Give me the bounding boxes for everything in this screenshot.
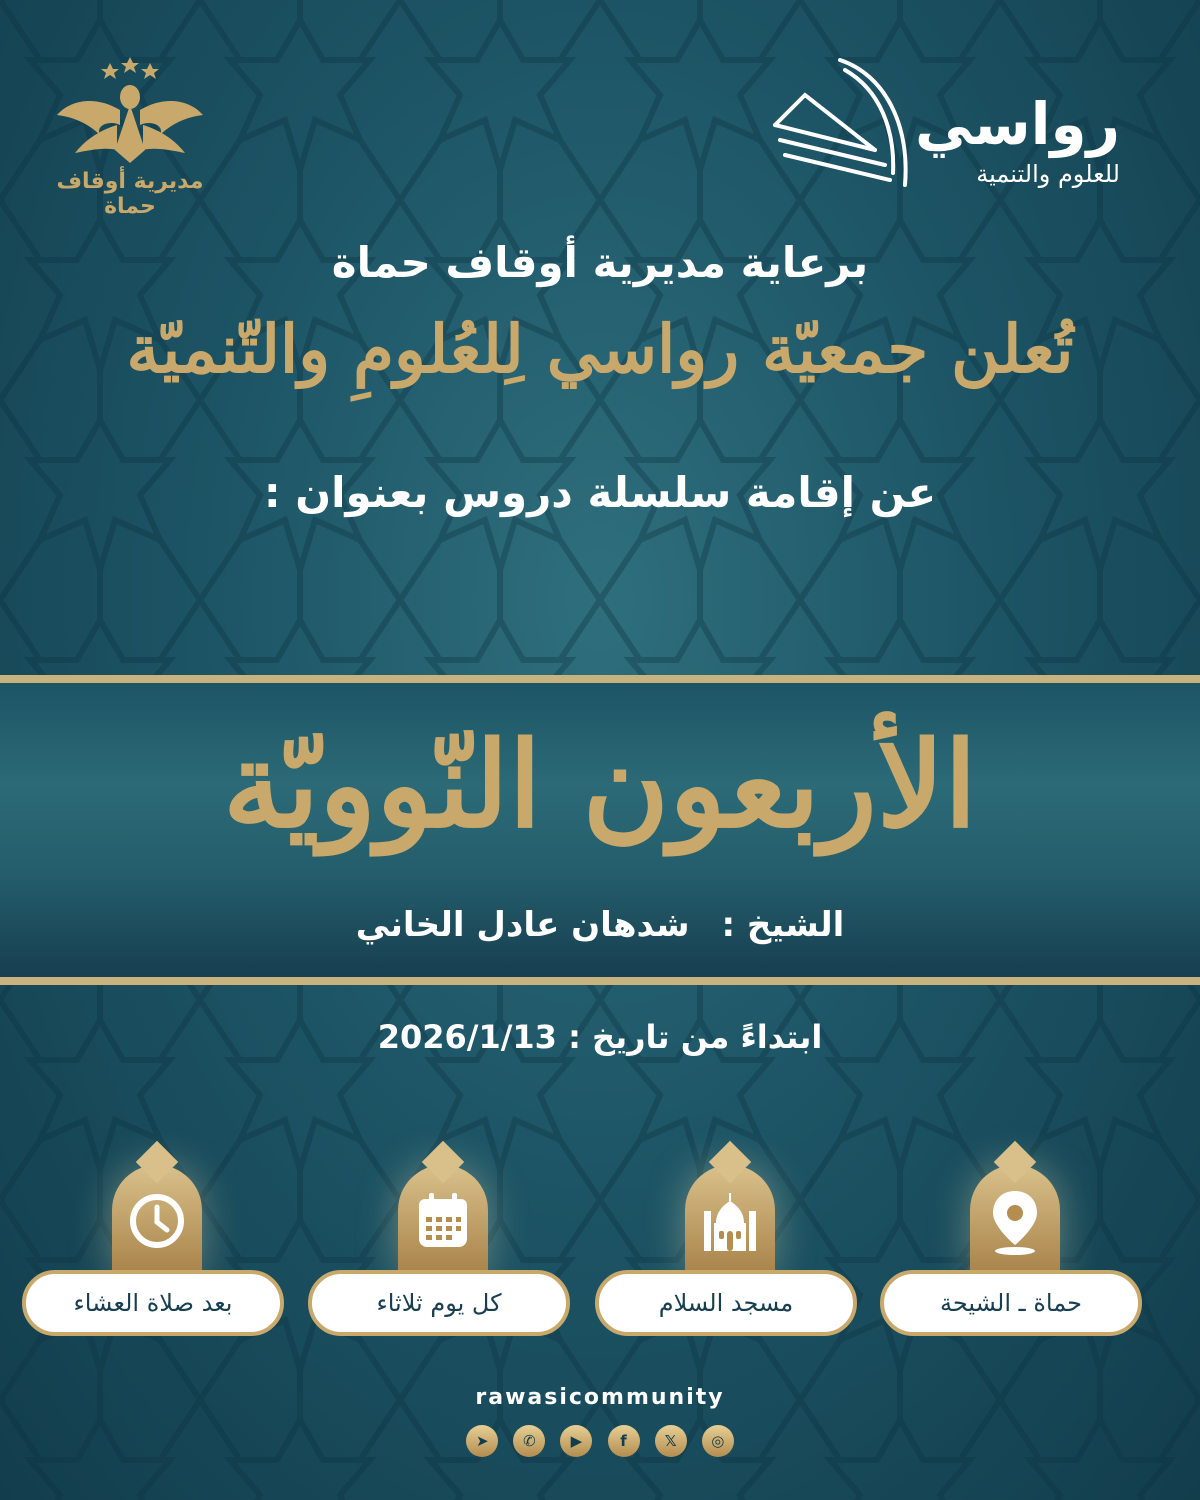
whatsapp-icon[interactable]: ✆ — [513, 1425, 545, 1457]
quill-book-icon — [765, 55, 915, 195]
start-date: ابتداءً من تاريخ : 2026/1/13 — [377, 1018, 823, 1056]
instagram-icon[interactable]: ◎ — [702, 1425, 734, 1457]
card-label: مسجد السلام — [595, 1270, 857, 1336]
location-pin-icon — [987, 1187, 1043, 1257]
social-icons — [0, 1425, 1200, 1457]
clock-icon — [129, 1187, 185, 1257]
card-mosque — [595, 1165, 865, 1345]
eagle-icon — [55, 55, 205, 165]
rawasi-subtitle: للعلوم والتنمية — [976, 160, 1120, 188]
social-handle: rawasicommunity — [475, 1385, 725, 1410]
calendar-icon — [415, 1187, 471, 1257]
x-icon[interactable]: 𝕏 — [655, 1425, 687, 1457]
card-cap — [398, 1165, 488, 1275]
intro-line: عن إقامة سلسلة دروس بعنوان : — [263, 468, 937, 517]
card-label: بعد صلاة العشاء — [22, 1270, 284, 1336]
card-cap — [685, 1165, 775, 1275]
awqaf-name-line1: مديرية أوقاف — [56, 169, 204, 194]
series-title: الأربعون النّوويّة — [223, 715, 977, 854]
rawasi-logo — [760, 55, 1160, 195]
card-cap — [112, 1165, 202, 1275]
sheikh-name: شدهان عادل الخاني — [355, 905, 690, 945]
card-location — [880, 1165, 1150, 1345]
sheikh-line — [0, 905, 1200, 945]
card-day — [308, 1165, 578, 1345]
mosque-icon — [702, 1187, 758, 1257]
awqaf-name-line2: حماة — [104, 194, 156, 219]
card-label: حماة ـ الشيحة — [880, 1270, 1142, 1336]
card-label: كل يوم ثلاثاء — [308, 1270, 570, 1336]
announcer-line: تُعلن جمعيّة رواسي لِلعُلومِ والتّنميّة — [126, 310, 1074, 388]
sheikh-label: الشيخ : — [721, 905, 845, 945]
sponsor-line: برعاية مديرية أوقاف حماة — [331, 238, 869, 287]
awqaf-logo — [50, 55, 210, 220]
rawasi-brand: رواسي — [914, 90, 1120, 158]
card-cap — [970, 1165, 1060, 1275]
card-time — [22, 1165, 292, 1345]
telegram-icon[interactable]: ➤ — [466, 1425, 498, 1457]
facebook-icon[interactable]: f — [608, 1425, 640, 1457]
youtube-icon[interactable]: ▶ — [560, 1425, 592, 1457]
